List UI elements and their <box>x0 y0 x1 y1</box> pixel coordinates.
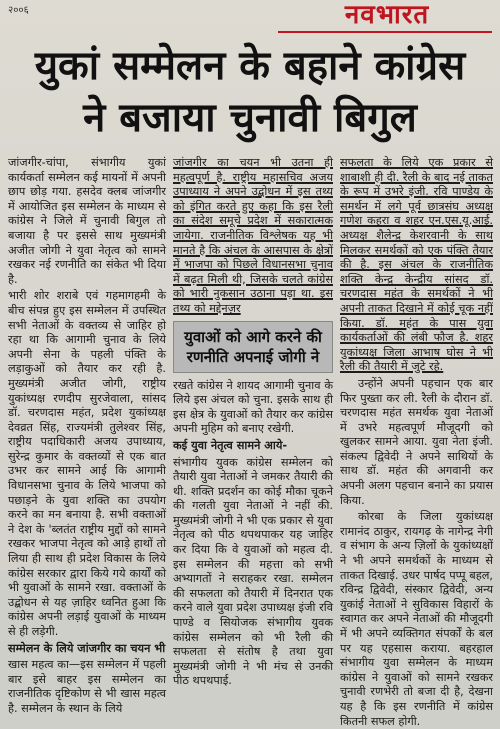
subheading: सम्मेलन के लिये जांजगीर का चयन भी <box>8 641 166 655</box>
pull-quote: युवाओं को आगे करने की रणनीति अपनाई जोगी ने <box>173 321 333 373</box>
masthead-rule <box>278 31 492 33</box>
newspaper-masthead: नवभारत <box>344 0 430 30</box>
paragraph: जांजगीर का चयन भी उतना ही महत्वपूर्ण है. राष्ट्रीय महासचिव अजय उपाध्याय ने अपने उद्बोधन में इस तथ्य को इंगित करते हुए कहा कि इस रैली का संदेश समूचे प्रदेश में सकारात्मक जायेगा. राजनीतिक विश्लेषक यह भी मानते है कि अंचल के आसपास के क्षेत्रों में भाजपा को पिछले विधानसभा चुनाव में बढ़त मिली थी, जिसके चलते कांग्रेस को भारी नुकसान उठाना पड़ा था. इस तथ्य को मद्देनज़र <box>173 156 333 315</box>
paragraph: रखते कांग्रेस ने शायद आगामी चुनाव के लिये इस अंचल को चुना. इसके साथ ही इस क्षेत्र के युवाओं को तैयार कर कांग्रेस अपनी मुहिम को बनाए रखेगी. <box>173 378 333 436</box>
paragraph: कोरबा के जिला युकांध्यक्ष रामानंद ठाकुर, रायगढ़ के नागेन्द्र नेगी व संभाग के अन्य ज़िलों के युकांध्यक्षों ने भी अपने समर्थकों के माध्यम से ताकत दिखाई. उधर पार्षद पप्पू बहल, रविन्द्र द्विवेदी, संस्कार द्विवेदी, अन्य युकांई नेताओं ने सुविकास विहारों के स्वागत कर अपने नेताओं की मौजूदगी में भी अपने व्यक्तिगत संपर्कों के बल पर यह एहसास कराया. बहरहाल संभागीय युवा सम्मेलन के माध्यम कांग्रेस ने युवाओं को सामने रखकर चुनावी रणभेरी तो बजा दी है, देखना यह है कि इस रणनीति में कांग्रेस कितनी सफल होगी. <box>340 510 493 728</box>
subheading: कई युवा नेतृत्व सामने आये- <box>173 438 288 452</box>
article-column-2 <box>173 156 333 688</box>
article-column-1 <box>8 156 166 715</box>
article-column-3 <box>340 156 493 728</box>
paragraph: भारी शोर शराबे एवं गहमागहमी के बीच संपन्न हुए इस सम्मेलन में उपस्थित सभी नेताओं के वक्तव्य से जाहिर हो रहा था कि आगामी चुनाव के लिये अपनी सेना के पहली पंक्ति के लड़ाकुओं को तैयार कर रही है. मुख्यमंत्री अजीत जोगी, राष्ट्रीय युकांध्यक्ष रणदीप सुरजेवाला, सांसद डॉ. चरणदास महंत, प्रदेश युकांध्यक्ष देवव्रत सिंह, राज्यमंत्री तुलेश्वर सिंह, राष्ट्रीय पदाधिकारी अजय उपाध्याय, सुरेन्द्र कुमार के वक्तव्यों से एक बात उभर कर सामने आई कि आगामी विधानसभा चुनाव के लिये भाजपा को पछाड़ने के युवा शक्ति का उपयोग करने का मन बनाया है. सभी वक्ताओं ने देश के 'ब्लतंत राष्ट्रीय मुद्दों को सामने रखकर भाजपा नेतृत्व को आड़े हाथों तो लिया ही साथ ही प्रदेश विकास के लिये कांग्रेस सरकार द्वारा किये गये कार्यों को भी युवाओं के सामने रखा. वक्ताओं के उद्बोधन से यह ज़ाहिर ध्वनित हुआ कि कांग्रेस अपनी लड़ाई युवाओं के माध्यम से ही लड़ेगी. <box>8 289 166 638</box>
headline-line-1: युकां सम्मेलन के बहाने कांग्रेस <box>34 43 466 89</box>
article-headline <box>14 40 486 144</box>
paragraph: खास महत्व का—इस सम्मेलन में पहली बार इसे बाहर इस सम्मेलन का राजनीतिक दृष्टिकोण से भी खास महत्व है. सम्मेलन के स्थान के लिये <box>8 658 166 715</box>
paragraph: संभागीय युवक कांग्रेस सम्मेलन को तैयारी युवा नेताओं ने जमकर तैयारी की थी. शक्ति प्रदर्शन का कोई मौका चूकने की गलती युवा नेताओं ने नहीं की. मुख्यमंत्री जोगी ने भी एक प्रकार से युवा नेतृत्व को पीठ थपथपाकर यह जाहिर कर दिया कि वे युवाओं को महत्व दी. इस सम्मेलन की महत्ता को सभी अभ्यागतों ने सराहकर रखा. सम्मेलन की सफलता को तैयारी में दिनरात एक करने वाले युवा प्रदेश उपाध्यक्ष इंजी रवि पाण्डे व सियोजक संभागीय युवक कांग्रेस सम्मेलन को भी रैली की सफलता से संतोष है तथा युवा मुख्यमंत्री जोगी ने भी मंच से उनकी पीठ थपथपाई. <box>173 455 333 688</box>
paragraph: जांजगीर-चांपा, संभागीय युकां कार्यकर्ता सम्मेलन कई मायनों में अपनी छाप छोड़ गया. हसदेव क्लब जांजगीर में आयोजित इस सम्मेलन के माध्यम से कांग्रेस ने जिले में चुनावी बिगुल तो बजाया है पर इससे साथ मुख्यमंत्री अजीत जोगी ने युवा नेतृत्व को सामने रखकर नई रणनीति का संकेत भी दिया है. <box>8 156 166 286</box>
paragraph: सफलता के लिये एक प्रकार से शाबाशी ही दी. रैली के बाद नई ताकत के रूप में उभरे इंजी. रवि पाण्डेय के समर्थन में लगे पूर्व छात्रसंघ अध्यक्ष गणेश कहरा व शहर एन.एस.यू.आई. अध्यक्ष शैलेन्द्र केशरवानी के साथ मिलकर समर्थकों को एक पंक्ति तैयार की है. इस अंचल के राजनीतिक शक्ति केन्द्र केन्द्रीय सांसद डॉ. चरणदास महंत के समर्थकों ने भी अपनी ताकत दिखाने में कोई चूक नहीं किया. डॉ. महंत के पास युवा कार्यकर्ताओं की लंबी फौज है. शहर युकांध्यक्ष जिला आभाष घोस ने भी रैली की तैयारी में जुटे रहे. <box>340 156 493 374</box>
headline-line-2: ने बजाया चुनावी बिगुल <box>83 95 417 141</box>
paragraph: उन्होंने अपनी पहचान एक बार फिर पुख्ता कर ली. रैली के दौरान डॉ. चरणदास महंत समर्थक युवा नेताओं में उभरे महत्वपूर्ण मौजूदगी को खुलकर सामने आया. युवा नेता इंजी. संकल्प द्विवेदी ने अपने साथियों के साथ डॉ. महंत की अगवानी कर अपनी अलग पहचान बनाने का प्रयास किया. <box>340 376 493 507</box>
issue-date: २००६ <box>8 5 29 16</box>
